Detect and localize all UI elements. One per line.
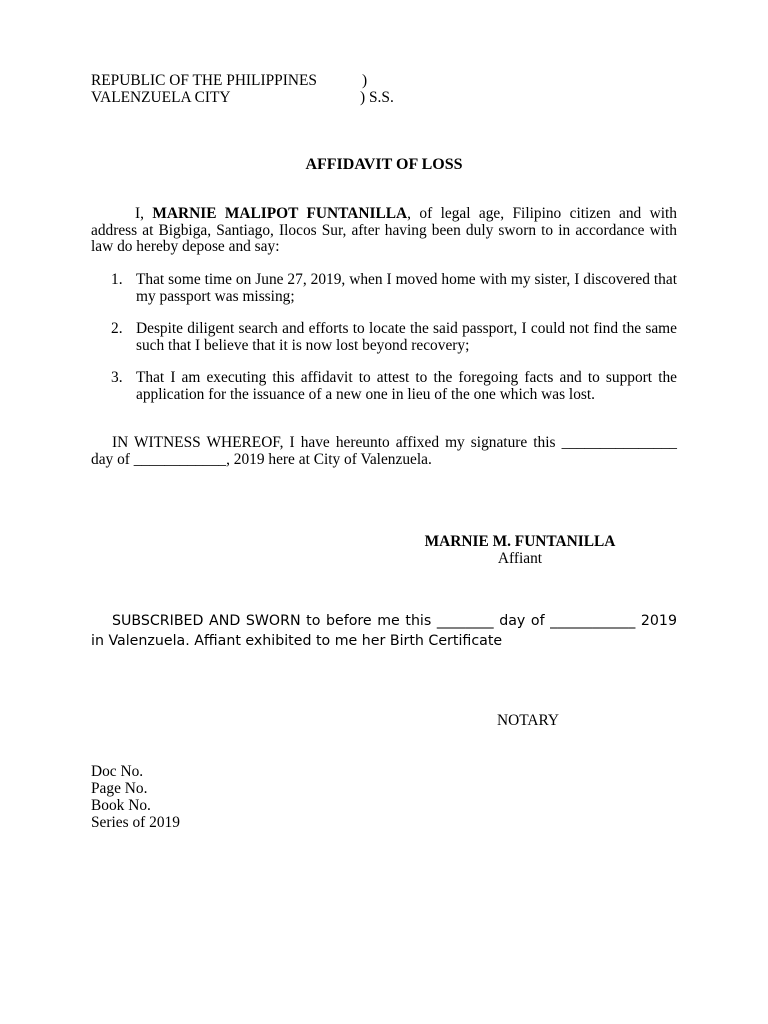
statement-text: That some time on June 27, 2019, when I moved home with my sister, I discovered that my passport was missing; [136,271,677,305]
statement-number: 1. [111,271,123,288]
statement-item [91,321,677,354]
venue-block [91,72,394,106]
venue-republic-paren: ) [362,72,368,89]
notary-label: NOTARY [497,712,560,729]
intro-prefix: I, [135,205,153,222]
notarial-register-fields [91,763,180,831]
venue-line-city [91,89,394,106]
page-number-field: Page No. [91,780,148,797]
statement-number: 2. [111,320,123,337]
venue-city-paren: ) S.S. [360,89,394,106]
venue-republic-text: REPUBLIC OF THE PHILIPPINES [91,72,317,89]
witness-paragraph: IN WITNESS WHEREOF, I have hereunto affixed my signature this _______________ day of ____________, 2019 here at City of Valenzuela. [91,434,677,468]
signature-block [380,534,660,567]
statement-text: That I am executing this affidavit to attest to the foregoing facts and to support the application for the issuance of a new one in lieu of the one which was lost. [136,369,677,403]
statement-item [91,370,677,403]
affiant-signature-name: MARNIE M. FUNTANILLA [424,533,616,550]
doc-number-field: Doc No. [91,763,144,780]
statement-list [91,272,677,419]
document-title: AFFIDAVIT OF LOSS [305,156,463,173]
statement-item [91,272,677,305]
venue-line-republic [91,72,368,89]
intro-text: , of legal age, Filipino citizen and with address at Bigbiga, Santiago, Ilocos Sur, after having been duly sworn to in accordance with law do hereby depose and say: [91,205,677,255]
book-number-field: Book No. [91,797,151,814]
venue-city-text: VALENZUELA CITY [91,89,231,106]
statement-text: Despite diligent search and efforts to locate the said passport, I could not find the same such that I believe that it is now lost beyond recovery; [136,320,677,354]
series-field: Series of 2019 [91,814,180,831]
affiant-role: Affiant [497,549,543,567]
statement-number: 3. [111,369,123,386]
affiant-full-name: MARNIE MALIPOT FUNTANILLA [152,205,408,222]
intro-paragraph [91,206,677,256]
jurat-paragraph: SUBSCRIBED AND SWORN to before me this ________ day of ____________ 2019 in Valenzuela. Affiant exhibited to me her Birth Certificate [91,613,677,649]
